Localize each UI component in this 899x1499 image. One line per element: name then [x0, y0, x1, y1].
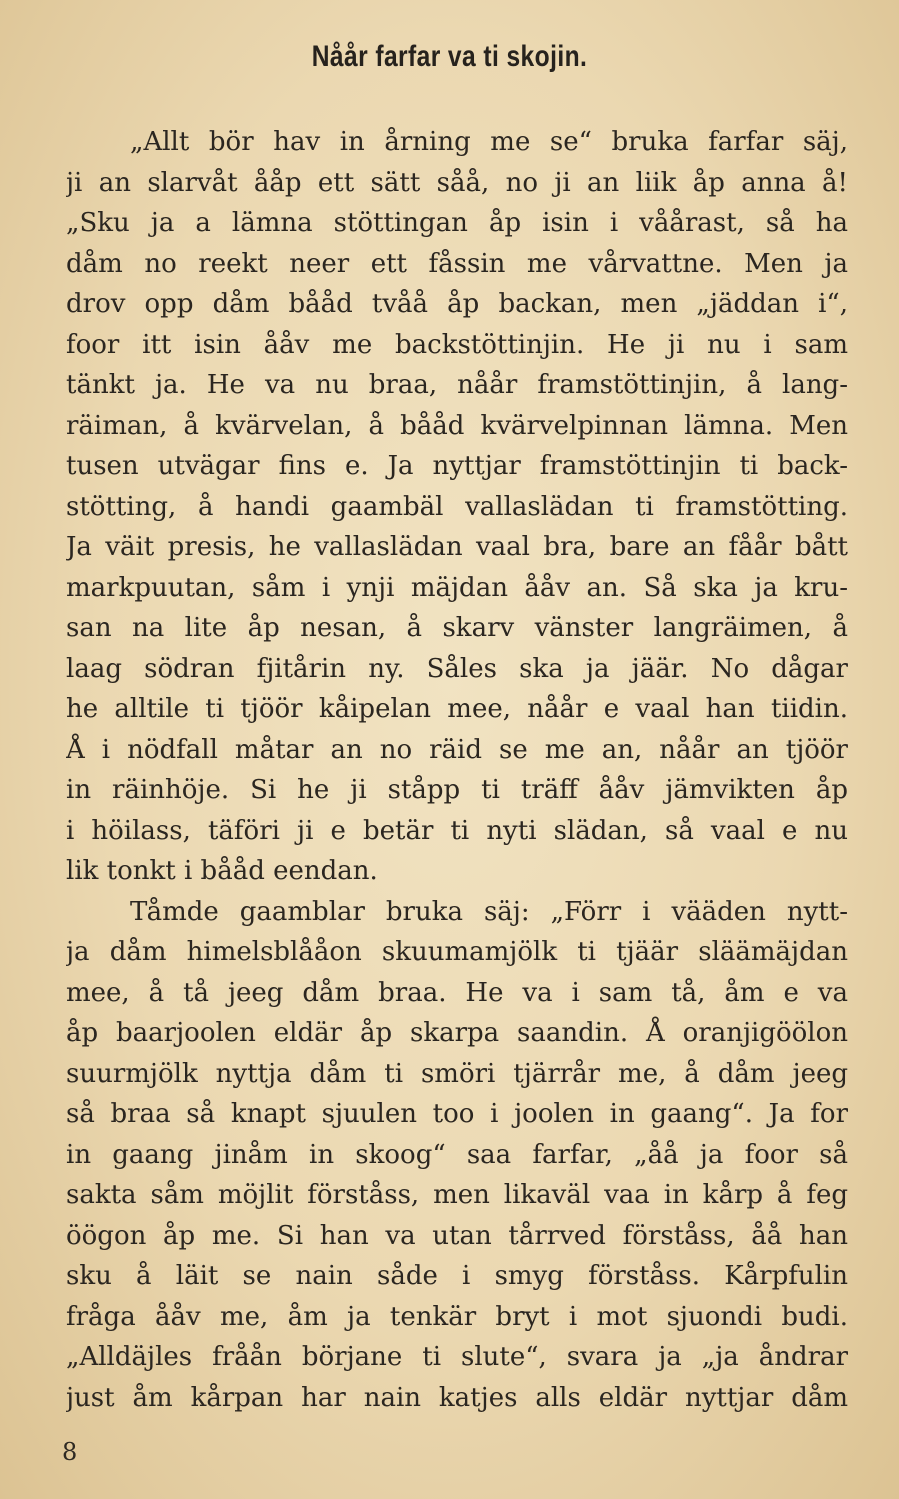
text-line: „Allt bör hav in årning me se“ bruka farfar säj, — [130, 127, 848, 157]
text-line: dåm no reekt neer ett fåssin me vårvattne. Men ja — [66, 248, 848, 279]
text-line: laag södran fjitårin ny. Såles ska ja jäär. No dågar — [66, 653, 848, 684]
text-line: in gaang jinåm in skoog“ saa farfar, „åå ja foor så — [66, 1139, 848, 1170]
text-line: Å i nödfall måtar an no räid se me an, nåår an tjöör — [66, 734, 848, 765]
text-line: räiman, å kvärvelan, å bååd kvärvelpinnan lämna. Men — [66, 410, 848, 441]
text-line: så braa så knapt sjuulen too i joolen in gaang“. Ja for — [66, 1099, 848, 1129]
text-line: tänkt ja. He va nu braa, nåår framstöttinjin, å lang- — [66, 370, 848, 400]
text-line: „Sku ja a lämna stöttingan åp isin i våårast, så ha — [66, 208, 848, 238]
text-line: Ja väit presis, he vallaslädan vaal bra, bare an fåår bått — [66, 532, 848, 562]
body-text — [66, 122, 848, 1418]
text-line: lik tonkt i bååd eendan. — [66, 856, 378, 886]
text-line: fråga ååv me, åm ja tenkär bryt i mot sjuondi budi. — [66, 1301, 848, 1332]
text-line: in räinhöje. Si he ji ståpp ti träff ååv jämvikten åp — [66, 775, 848, 805]
text-line: sku å läit se nain såde i smyg förståss. Kårpfulin — [66, 1261, 848, 1291]
page-title: Nåår farfar va ti skojin. — [311, 40, 588, 73]
text-line: sakta såm möjlit förståss, men likaväl vaa in kårp å feg — [66, 1180, 848, 1210]
text-line: ja dåm himelsblååon skuumamjölk ti tjäär släämäjdan — [66, 937, 848, 967]
text-line: Tåmde gaamblar bruka säj: „Förr i vääden nytt- — [130, 896, 848, 927]
text-line: suurmjölk nyttja dåm ti smöri tjärrår me, å dåm jeeg — [66, 1058, 848, 1089]
text-line: mee, å tå jeeg dåm braa. He va i sam tå, åm e va — [66, 977, 848, 1008]
text-line: „Alldäjles fråån börjane ti slute“, svara ja „ja åndrar — [66, 1342, 848, 1372]
text-line: foor itt isin ååv me backstöttinjin. He ji nu i sam — [66, 329, 848, 360]
text-line: just åm kårpan har nain katjes alls eldär nyttjar dåm — [66, 1382, 848, 1413]
text-line: markpuutan, såm i ynji mäjdan ååv an. Så ska ja kru- — [66, 572, 848, 603]
text-line: i höilass, täföri ji e betär ti nyti slädan, så vaal e nu — [66, 815, 848, 846]
text-line: he alltile ti tjöör kåipelan mee, nåår e vaal han tiidin. — [66, 694, 848, 724]
text-line: stötting, å handi gaambäl vallaslädan ti framstötting. — [66, 491, 848, 522]
text-line: tusen utvägar fins e. Ja nyttjar framstöttinjin ti back- — [66, 451, 848, 481]
text-line: åp baarjoolen eldär åp skarpa saandin. Å oranjigöölon — [66, 1018, 848, 1048]
text-line: öögon åp me. Si han va utan tårrved förståss, åå han — [66, 1220, 848, 1251]
text-line: ji an slarvåt ååp ett sätt såå, no ji an liik åp anna å! — [66, 167, 848, 198]
page-number: 8 — [62, 1438, 78, 1466]
text-line: drov opp dåm bååd tvåå åp backan, men „jäddan i“, — [66, 289, 848, 319]
text-line: san na lite åp nesan, å skarv vänster langräimen, å — [66, 613, 848, 643]
